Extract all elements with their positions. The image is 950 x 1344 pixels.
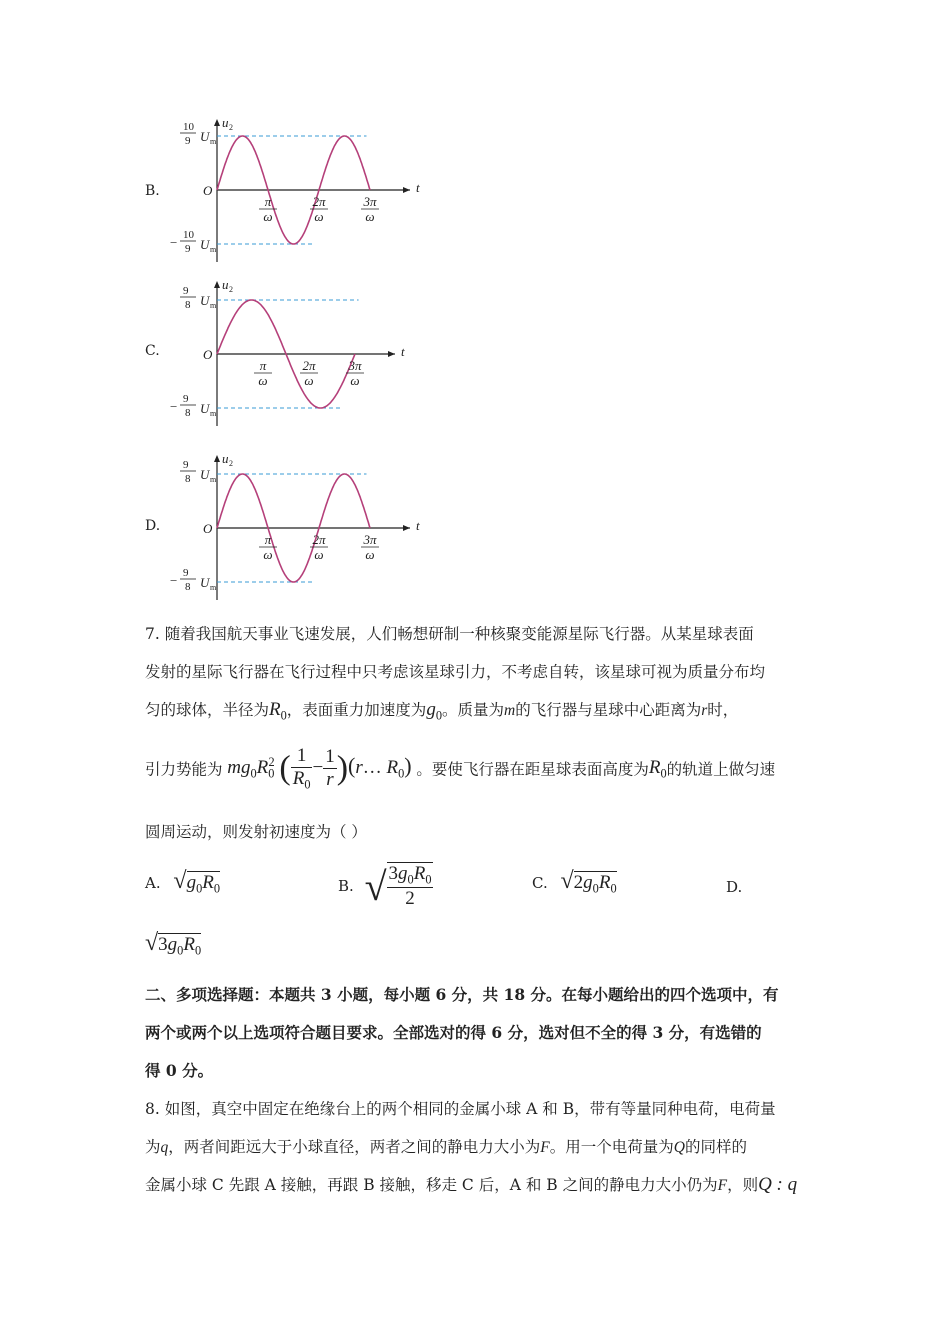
amp-bottom-den: 9 bbox=[185, 243, 191, 255]
tick-label-den: ω bbox=[365, 209, 375, 224]
y-axis-arrow bbox=[214, 281, 220, 288]
x-axis-label: t bbox=[416, 180, 420, 195]
x-axis-arrow bbox=[388, 351, 395, 357]
amp-top-den: 8 bbox=[185, 299, 191, 311]
origin-label: O bbox=[203, 183, 213, 198]
amp-bottom-num: 10 bbox=[183, 229, 194, 241]
amp-bottom-u: U bbox=[200, 401, 210, 416]
q7-line-5: 圆周运动，则发射初速度为（ ） bbox=[145, 823, 367, 841]
y-axis-label: u bbox=[222, 115, 229, 130]
g0-symbol: $g_0$ bbox=[426, 699, 442, 723]
origin-label: O bbox=[203, 521, 213, 536]
x-axis-arrow bbox=[403, 187, 410, 193]
q7-option-a[interactable]: A. $√g_0R_0$ bbox=[145, 868, 221, 896]
tick-label-den: ω bbox=[258, 373, 268, 388]
amp-top-sub: m bbox=[210, 137, 217, 146]
section2-line-3: 得 0 分。 bbox=[145, 1061, 214, 1080]
y-axis-label-sub: 2 bbox=[229, 285, 233, 294]
q8-line-2: 为q，两者间距远大于小球直径，两者之间的静电力大小为F。用一个电荷量为Q的同样的 bbox=[145, 1138, 747, 1156]
y-axis-arrow bbox=[214, 119, 220, 126]
amp-bottom-num: 9 bbox=[183, 567, 189, 579]
amp-top-num: 10 bbox=[183, 121, 194, 133]
section2-line-2: 两个或两个以上选项符合题目要求。全部选对的得 6 分，选对但不全的得 3 分，有选错的 bbox=[145, 1023, 762, 1042]
y-axis-label: u bbox=[222, 277, 229, 292]
sine-graph-c bbox=[170, 277, 440, 425]
amp-top-den: 9 bbox=[185, 135, 191, 147]
section2-line-1: 二、多项选择题：本题共 3 小题，每小题 6 分，共 18 分。在每小题给出的四个选项中，有 bbox=[145, 985, 779, 1004]
y-axis-label: u bbox=[222, 451, 229, 466]
option-b-letter: B. bbox=[145, 183, 160, 199]
amp-top-num: 9 bbox=[183, 285, 189, 297]
tick-label-den: ω bbox=[365, 547, 375, 562]
q7-line-1: 7. 随着我国航天事业飞速发展，人们畅想研制一种核聚变能源星际飞行器。从某星球表面 bbox=[145, 625, 754, 643]
q8-line-3: 金属小球 C 先跟 A 接触，再跟 B 接触，移走 C 后，A 和 B 之间的静电力大小仍为F，则Q : q bbox=[145, 1174, 798, 1195]
amp-top-u: U bbox=[200, 129, 210, 144]
y-axis-arrow bbox=[214, 455, 220, 462]
tick-label-num: π bbox=[264, 194, 272, 209]
amp-bottom-sub: m bbox=[210, 245, 217, 254]
tick-label-num: π bbox=[259, 358, 267, 373]
amp-bottom-den: 8 bbox=[185, 407, 191, 419]
graph-option-d bbox=[170, 451, 440, 599]
q7-option-d-value: $√3g_0R_0$ bbox=[145, 930, 202, 958]
option-d-letter: D. bbox=[145, 518, 161, 534]
r0-symbol: $R_0$ bbox=[269, 699, 287, 723]
amp-top-sub: m bbox=[210, 475, 217, 484]
tick-label-num: 3π bbox=[363, 532, 377, 547]
graph-option-b bbox=[170, 115, 430, 265]
y-axis-label-sub: 2 bbox=[229, 459, 233, 468]
q8-line-1: 8. 如图，真空中固定在绝缘台上的两个相同的金属小球 A 和 B，带有等量同种电荷，电荷量 bbox=[145, 1100, 776, 1118]
tick-label-num: 2π bbox=[312, 532, 326, 547]
amp-bottom-sub: m bbox=[210, 583, 217, 592]
amp-bottom-u: U bbox=[200, 237, 210, 252]
tick-label-num: 3π bbox=[348, 358, 362, 373]
amp-bottom-num: 9 bbox=[183, 393, 189, 405]
amp-top-u: U bbox=[200, 467, 210, 482]
tick-label-den: ω bbox=[314, 547, 324, 562]
tick-label-num: 2π bbox=[302, 358, 316, 373]
amp-bottom-minus: − bbox=[170, 235, 178, 250]
q7-option-c[interactable]: C. $√2g_0R_0$ bbox=[532, 868, 617, 896]
x-axis-label: t bbox=[416, 518, 420, 533]
tick-label-den: ω bbox=[304, 373, 314, 388]
graph-option-c bbox=[170, 277, 440, 425]
tick-label-num: π bbox=[264, 532, 272, 547]
tick-label-den: ω bbox=[350, 373, 360, 388]
tick-label-den: ω bbox=[263, 547, 273, 562]
tick-label-num: 2π bbox=[312, 194, 326, 209]
x-axis-arrow bbox=[403, 525, 410, 531]
amp-bottom-minus: − bbox=[170, 399, 178, 414]
q7-option-b[interactable]: B. √ $\frac{3g_0R_0}{2}$ bbox=[338, 863, 432, 910]
amp-top-num: 9 bbox=[183, 459, 189, 471]
sine-graph-b bbox=[170, 115, 430, 265]
origin-label: O bbox=[203, 347, 213, 362]
sine-graph-d bbox=[170, 451, 440, 599]
potential-energy-formula: $mg_0R_0^2$ ( $\frac{1}{R_0}$ − $\frac{1}{r}$ )(r… $R_0$) bbox=[227, 745, 412, 792]
amp-top-den: 8 bbox=[185, 473, 191, 485]
q7-line-3: 匀的球体，半径为$R_0$，表面重力加速度为$g_0$。质量为m的飞行器与星球中心距离为r时， bbox=[145, 699, 739, 723]
amp-bottom-minus: − bbox=[170, 573, 178, 588]
q7-option-d[interactable]: D. bbox=[726, 878, 743, 896]
amp-bottom-den: 8 bbox=[185, 581, 191, 593]
tick-label-den: ω bbox=[314, 209, 324, 224]
amp-bottom-u: U bbox=[200, 575, 210, 590]
option-c-letter: C. bbox=[145, 343, 160, 359]
x-axis-label: t bbox=[401, 344, 405, 359]
tick-label-num: 3π bbox=[363, 194, 377, 209]
q7-line-4: 引力势能为 $mg_0R_0^2$ ( $\frac{1}{R_0}$ − $\frac{1}{r}$ )(r… $R_0$) 。要使飞行器在距星球表面高度为$R_0$的轨道上做匀速 bbox=[145, 745, 776, 792]
amp-bottom-sub: m bbox=[210, 409, 217, 418]
y-axis-label-sub: 2 bbox=[229, 123, 233, 132]
tick-label-den: ω bbox=[263, 209, 273, 224]
q7-line-2: 发射的星际飞行器在飞行过程中只考虑该星球引力，不考虑自转，该星球可视为质量分布均 bbox=[145, 663, 766, 681]
amp-top-u: U bbox=[200, 293, 210, 308]
amp-top-sub: m bbox=[210, 301, 217, 310]
